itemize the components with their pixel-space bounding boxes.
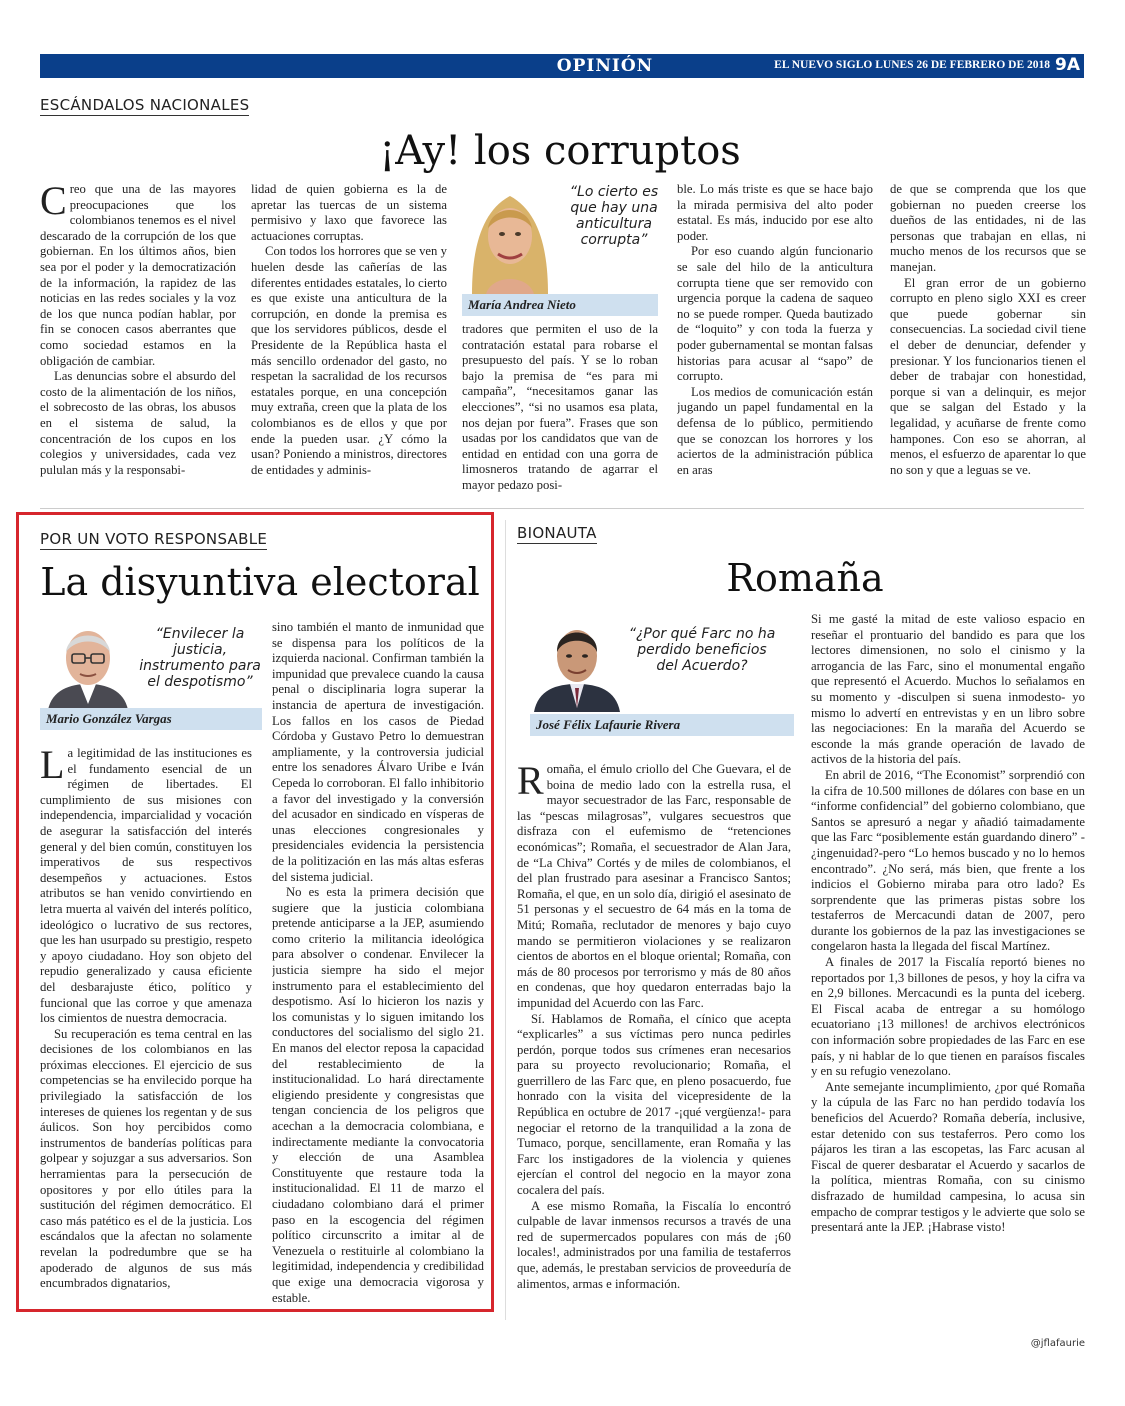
portrait-man-glasses-icon [40, 614, 136, 710]
article2-col1: La legitimidad de las instituciones es el fundamento esencial de un régimen de libertades. El cumplimiento de sus misiones con independencia, imparcialidad y vocación de asegurar la satisfacción del interés general y del bien común, constituyen los imperativos de sus respectivos desempeños y actuaciones. Estos atributos se han venido convirtiendo en letra muerta al vaivén del interés político, ideológico o lucrativo de sus rectores, que les han usurpado su prestigio, respeto y apoyo ciudadano. Hoy son objeto del repudio generalizado y causa eficiente del desbarajuste ético, político y funcional que las corroe y que amenaza los cimientos de nuestra democracia. Su recuperación es tema central en las decisiones de los colombianos en las próximas elecciones. El ejercicio de sus competencias se ha envilecido porque ha privilegiado la satisfacción de los intereses de quienes los regentan y de sus áulicos. Son hoy percibidos como instrumentos de banderías políticas para golpear y sojuzgar a sus adversarios. Son herramientas para la persecución de opositores y por ello útiles para la sustitución del régimen democrático. El caso más patético es el de la justicia. Los escándalos que la afectan no solamente revelan la podredumbre que se ha apoderado de algunos de sus más encumbrados dignatarios, [40, 746, 252, 1291]
article2-byline: Mario González Vargas [40, 708, 262, 730]
dropcap: R [517, 762, 544, 803]
author-photo-nieto [462, 182, 558, 294]
article1-col1: Creo que una de las mayores preocupaciones que los colombianos tenemos es el nivel descarado de la corrupción de los que gobiernan. En los últimos años, bien sea por el poder y la democratización de la información, la rapidez de las noticias en las redes sociales y la voz de los que nunca podían hablar, por fin se conocen casos aberrantes que como sociedad estamos en la obligación de cambiar. Las denuncias sobre el absurdo del costo de la alimentación de los niños, el sobrecosto de las obras, los abusos en el sistema de salud, la concentración de los cupos en los colegios y universidades, cada vez pululan más y la responsabi- [40, 182, 236, 477]
masthead-date: EL NUEVO SIGLO LUNES 26 DE FEBRERO DE 2018 [774, 59, 1050, 71]
article1-col3: tradores que permiten el uso de la contratación estatal para robarse el presupuesto del país. Y se lo roban bajo la premisa de “es para mi campaña”, “necesitamos ganar las elecciones”, “si no usamos esa plata, nos dejan por fuera”. Frases que son usadas por los candidatos que van de entidad en entidad con una gorra de limosneros tratando de agarrar el mayor pedazo posi- [462, 322, 658, 492]
article2-title: La disyuntiva electoral [40, 560, 480, 604]
article1-col5: de que se comprenda que los que gobiernan no pueden creerse los dueños de las entidades, ni de las personas que trabajan en ellas, ni mucho menos de los recursos que se manejan. El gran error de un gobierno corrupto en pleno siglo XXI es creer que puede gobernar sin consecuencias. La sociedad civil tiene el deber de denunciar, defender y presionar. Y los funcionarios tienen el deber de trabajar con honestidad, porque si van a delinquir, es mejor que se salgan del Estado y la legalidad, y acuñarse de frente como hampones. Con eso se ahorran, al menos, el esfuerzo de aparentar lo que no son y que a leguas se ve. [890, 182, 1086, 477]
kicker-bionauta: BIONAUTA [517, 524, 597, 542]
dropcap: L [40, 746, 65, 787]
kicker-escandalos: ESCÁNDALOS NACIONALES [40, 96, 250, 114]
article1-pullquote: “Lo cierto es que hay una anticultura corrupta” [569, 184, 659, 248]
article3-byline: José Félix Lafaurie Rivera [530, 714, 794, 736]
section-divider [40, 508, 1084, 509]
article3-title: Romaña [726, 556, 884, 600]
section-name: OPINIÓN [556, 56, 654, 76]
page-number: 9A [1055, 55, 1080, 75]
column-divider [505, 520, 506, 1320]
kicker-voto: POR UN VOTO RESPONSABLE [40, 530, 268, 548]
article1-title: ¡Ay! los corruptos [379, 128, 741, 174]
author-photo-gonzalez [40, 614, 136, 710]
article3-col2: Si me gasté la mitad de este valioso espacio en reseñar el prontuario del bandido es para que los lectores dimensionen, no solo el cinismo y la arrogancia de las Farc, sino el monumental engaño que representó el Acuerdo. Muchos lo señalamos en su momento y -disculpen si suena inmodesto- yo mismo lo advertí en entrevistas y en un libro sobre las negociaciones: En la maraña del Acuerdo se esconde la más grande operación de lavado de activos de la historia del país. En abril de 2016, “The Economist” sorprendió con la cifra de 10.500 millones de dólares con base en un “informe confidencial” del gobierno colombiano, que Santos se apresuró a negar y añadió taimadamente que las Farc “posiblemente están guardando dinero” -¿ingenuidad?-pero “Lo hemos buscado y no lo hemos encontrado”. ¿No será, más bien, que frente a los indicios el Gobierno miraba para otro lado? Es sorprendente que las primeras pistas sobre los testaferros de Mercacundi datan de 2007, pero durante los gobiernos de la paz las investigaciones se congelaron hasta la llegada del fiscal Martínez. A finales de 2017 la Fiscalía reportó bienes no reportados por 1,3 billones de pesos, y hoy la cifra va en 2,9 billones. Mercacundi es la punta del iceberg. El Fiscal acaba de entregar a su homólogo ecuatoriano ¡13 millones! de archivos electrónicos con información sobre propiedades de las Farc en ese país, y ni hablar de lo que tienen en paraísos fiscales y en su refugio venezolano. Ante semejante incumplimiento, ¿por qué Romaña y la cúpula de las Farc no han perdido todavía los beneficios del Acuerdo? Romaña debería, inclusive, estar detenido con sus testaferros. Pero como los pájaros les tiran a las escopetas, las Farc acusan al Fiscal de querer desbaratar el Acuerdo y sacarlos de la política, mientras Romaña, con su cinismo disfrazado de humildad campesina, lo acusa sin empacho de comprar testigos y le advierte que solo se presentará ante la JEP. ¡Habrase visto! [811, 612, 1085, 1235]
dropcap: C [40, 182, 67, 223]
author-photo-lafaurie [530, 612, 624, 712]
article1-col2: lidad de quien gobierna es la de apretar las tuercas de un sistema permisivo y laxo que favorece las actuaciones corruptas. Con todos los horrores que se ven y huelen desde las cañerías de las diferentes entidades estatales, lo cierto es que existe una anticultura de la corrupción, en donde la premisa es que los servidores públicos, desde el Presidente de la República hasta el más sencillo ordenador del gasto, no respetan la sacralidad de los recursos estatales porque, en una concepción muy extraña, creen que la plata de los colombianos es de ellos y que por ende la pueden usar. ¿Y cómo la usan? Poniendo a ministros, directores de entidades y adminis- [251, 182, 447, 477]
portrait-man-suit-icon [530, 612, 624, 712]
article2-col2: sino también el manto de inmunidad que se dispensa para los políticos de la izquierda nacional. Confirman también la impunidad que prevalece cuando la causa penal o disciplinaria logra superar la instancia de apertura de investigación. Los fallos en los casos de Piedad Córdoba y Gustavo Petro lo demuestran ampliamente, y la controversia judicial entre los senadores Álvaro Uribe e Iván Cepeda lo corroboran. El fallo inhibitorio a favor del investigado y la conversión del acusador en sindicado en vísperas de unas elecciones congresionales y presidenciales evidencia la persistencia de la politización en las más altas esferas del sistema judicial. No es esta la primera decisión que sugiere que la justicia colombiana pretende anticiparse a la JEP, asumiendo como criterio la militancia ideológica para absolver o condenar. Envilecer la justicia siempre ha sido el mejor instrumento para el establecimiento del despotismo. Así lo hicieron los nazis y los comunistas y lo siguen imitando los conductores del socialismo del siglo 21. En manos del elector reposa la capacidad del restablecimiento de la institucionalidad. Lo hará directamente eligiendo presidente y congresistas que tengan conciencia de los peligros que acechan a la democracia colombiana, e indirectamente mediante la convocatoria y elección de una Asamblea Constituyente que restaure toda la institucionalidad. El 11 de marzo el ciudadano colombiano dará el primer paso en la escogencia del régimen político circunscrito a imitar al de Venezuela o restituirle al colombiano la legitimidad, independencia y credibilidad que exige una democracia vigorosa y estable. [272, 620, 484, 1304]
article3-col1: Romaña, el émulo criollo del Che Guevara, el de boina de medio lado con la estrella rusa, el mayor secuestrador de las Farc, responsable de las “pescas milagrosas”, vulgares secuestros que disfraza con el eufemismo de “retenciones económicas”; Romaña, el secuestrador de Alan Jara, de “La Chiva” Cortés y de miles de colombianos, el del plan frustrado para asesinar a Francisco Santos; Romaña, el que, en un solo día, dirigió el asesinato de 51 personas y el secuestro de 64 más en la toma de Mitú; Romaña, reclutador de menores y bajo cuyo mando se permitieron violaciones y se realizaron cientos de abortos en el bloque oriental; Romaña, con más de 80 procesos por terrorismo y más de 80 años en condenas, que hoy quedaron enterradas bajo la impunidad del Acuerdo con las Farc. Sí. Hablamos de Romaña, el cínico que acepta “explicarles” a sus víctimas pero nunca pedirles perdón, porque todos sus crímenes eran necesarios para su proyecto revolucionario; Romaña, el guerrillero de las Farc que, en pleno posacuerdo, fue honrado con la visita del vicepresidente de la República en octubre de 2017 -¡qué vergüenza!- para negociar el retorno de la tranquilidad a la zona de Tumaco, porque, sencillamente, eran Romaña y las Farc los instigadores de la violencia y quienes ejercían el control del negocio en la mayor zona cocalera del país. A ese mismo Romaña, la Fiscalía lo encontró culpable de lavar inmensos recursos a través de una red de supermercados populares con más de ¡60 locales!, administrados por una familia de testaferros que, además, le prestaban servicios de proveeduría de alimentos, armas e información. [517, 762, 791, 1291]
article1-byline: María Andrea Nieto [462, 294, 658, 316]
page-header [40, 54, 1084, 78]
article2-pullquote: “Envilecer la justicia, instrumento para el despotismo” [139, 626, 261, 690]
article1-col4: ble. Lo más triste es que se hace bajo la mirada permisiva del alto poder estatal. Es más, inducido por ese alto poder. Por eso cuando algún funcionario se sale del hilo de la anticultura corrupta tiene que ser removido con urgencia porque la cadena de saqueo no se puede romper. Queda bautizado de “loquito” y con toda la fuerza y poder gubernamental se montan falsas historias para acusar al “sapo” de corrupto. Los medios de comunicación están jugando un papel fundamental en la defensa de lo público, permitiendo que se conozcan los horrores y los aciertos de la administración pública en aras [677, 182, 873, 477]
twitter-handle: @jflafaurie [1030, 1338, 1085, 1349]
article3-pullquote: “¿Por qué Farc no ha perdido beneficios del Acuerdo? [628, 626, 776, 674]
portrait-woman-icon [462, 182, 558, 294]
